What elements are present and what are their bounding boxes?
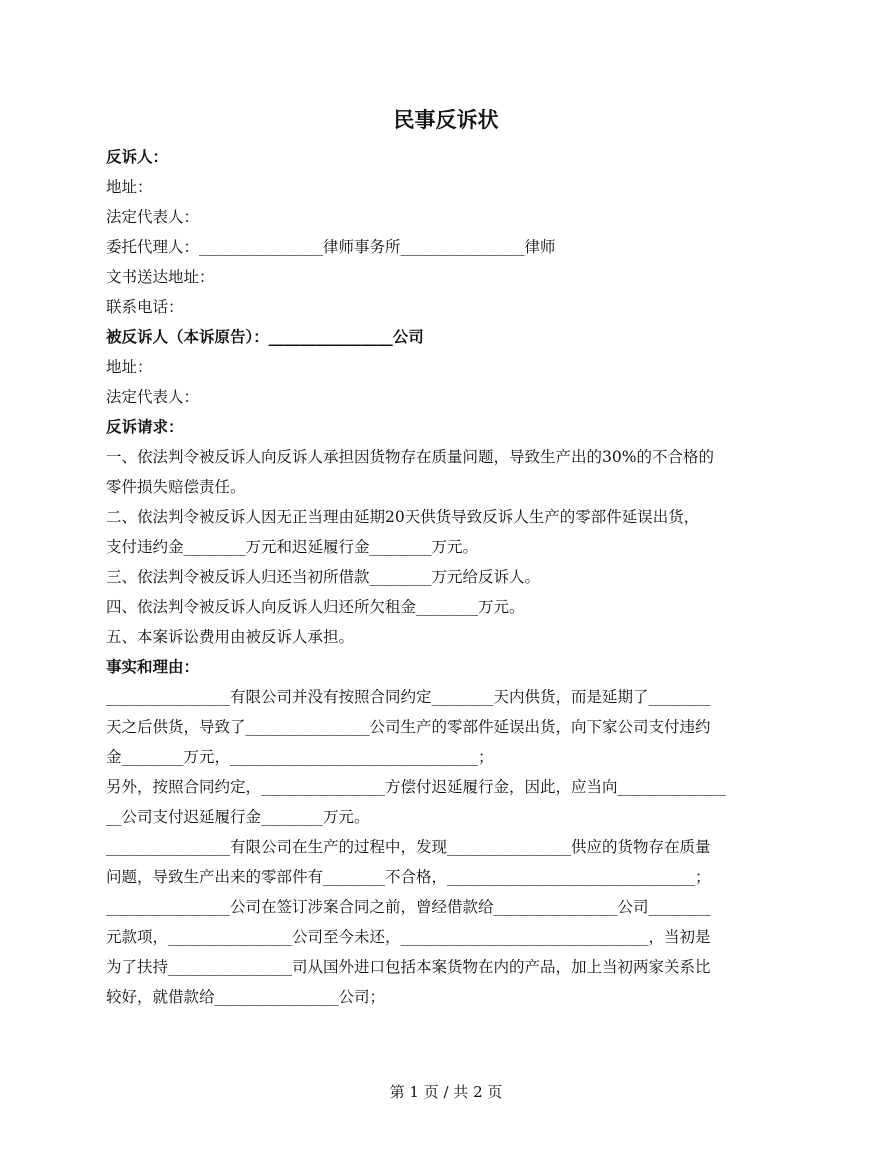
text-line: ________________有限公司在生产的过程中，发现________________供应的货物存在质量: [106, 838, 711, 856]
text-line: 二、依法判令被反诉人因无正当理由延期20天供货导致反诉人生产的零部件延误出货，: [106, 508, 700, 526]
text-line: 另外，按照合同约定，________________方偿付迟延履行金，因此，应当向______________: [106, 778, 727, 796]
text-line: 较好，就借款给________________公司；: [106, 988, 386, 1006]
section-heading: 反诉人：: [106, 147, 169, 166]
text-line: 地址：: [106, 358, 153, 376]
text-line: 委托代理人：________________律师事务所________________律师: [106, 238, 556, 256]
text-line: 法定代表人：: [106, 388, 200, 406]
section-heading: 事实和理由：: [106, 657, 200, 676]
text-line: __公司支付迟延履行金________万元。: [106, 808, 370, 826]
text-line: 四、依法判令被反诉人向反诉人归还所欠租金________万元。: [106, 598, 525, 616]
text-line: 天之后供货，导致了________________公司生产的零部件延误出货，向下家公司支付违约: [106, 718, 711, 736]
text-line: 一、依法判令被反诉人向反诉人承担因货物存在质量问题，导致生产出的30%的不合格的: [106, 448, 714, 466]
section-heading: 反诉请求：: [106, 417, 184, 436]
document-body: [106, 142, 806, 1012]
text-line: 五、本案诉讼费用由被反诉人承担。: [106, 628, 355, 646]
page-indicator: 第 1 页 / 共 2 页: [389, 1083, 503, 1101]
text-line: 地址：: [106, 178, 153, 196]
text-line: 问题，导致生产出来的零部件有________不合格，________________________________；: [106, 868, 711, 886]
text-line: 元款项，________________公司至今未还，________________________________，当初是: [106, 928, 711, 946]
text-line: 零件损失赔偿责任。: [106, 478, 246, 496]
text-line: 金________万元，________________________________；: [106, 748, 494, 766]
text-line: 三、依法判令被反诉人归还当初所借款________万元给反诉人。: [106, 568, 541, 586]
text-line: 为了扶持________________司从国外进口包括本案货物在内的产品，加上当初两家关系比: [106, 958, 711, 976]
text-line: 文书送达地址：: [106, 268, 215, 286]
document-title: 民事反诉状: [393, 107, 499, 132]
section-heading: 被反诉人（本诉原告）：________________公司: [106, 327, 424, 346]
text-line: ________________有限公司并没有按照合同约定________天内供货，而是延期了________: [106, 688, 711, 706]
text-line: 法定代表人：: [106, 208, 200, 226]
text-line: 支付违约金________万元和迟延履行金________万元。: [106, 538, 479, 556]
text-line: 联系电话：: [106, 298, 184, 316]
text-line: ________________公司在签订涉案合同之前，曾经借款给________________公司________: [106, 898, 711, 916]
